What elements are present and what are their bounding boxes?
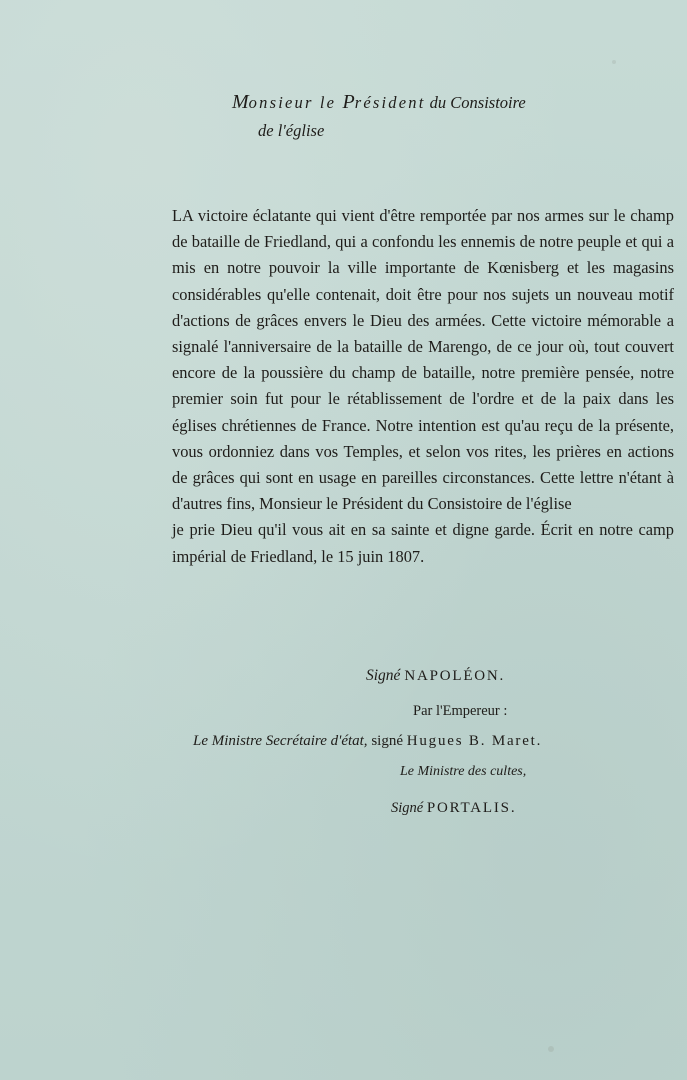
ministre-cultes-label: Le Ministre des cultes, bbox=[400, 764, 527, 779]
heading-line-2: de l'église bbox=[258, 121, 325, 140]
heading-line-1 bbox=[232, 88, 677, 117]
paper-stain bbox=[612, 60, 616, 64]
signature-portalis bbox=[391, 800, 516, 817]
portalis-name: PORTALIS. bbox=[426, 800, 517, 816]
maret-signe-label: signé bbox=[371, 733, 407, 749]
maret-name: Hugues B. Maret. bbox=[406, 733, 543, 749]
letter-body bbox=[172, 203, 674, 570]
heading-du-consistoire: du Consistoire bbox=[425, 93, 526, 112]
napoleon-name: NAPOLÉON. bbox=[404, 668, 506, 684]
signe-label: Signé bbox=[366, 667, 405, 684]
signe-label-portalis: Signé bbox=[391, 800, 427, 816]
paper-stain bbox=[548, 1046, 554, 1052]
heading-initial-m: M bbox=[232, 91, 249, 113]
document-heading bbox=[232, 88, 677, 145]
signature-napoleon bbox=[366, 667, 505, 685]
par-empereur-line: Par l'Empereur : bbox=[413, 703, 508, 719]
letter-paragraph-2: je prie Dieu qu'il vous ait en sa sainte et digne garde. Écrit en notre camp impérial de Friedland, le 15 juin 1807. bbox=[172, 520, 674, 566]
ministre-secretaire-label: Le Ministre Secrétaire d'état, bbox=[193, 733, 372, 749]
heading-initial-p: P bbox=[342, 91, 355, 113]
signature-maret bbox=[193, 733, 542, 750]
heading-monsieur-le: onsieur le bbox=[248, 93, 343, 112]
ministre-cultes-line bbox=[400, 764, 526, 780]
letter-paragraph-1: LA victoire éclatante qui vient d'être remportée par nos armes sur le champ de bataille de Friedland, qui a confondu les ennemis de notre peuple et qui a mis en notre pouvoir la ville importante de Kœnisberg et les magasins considérables qu'elle contenait, doit être pour nos sujets un nouveau motif d'actions de grâces envers le Dieu des armées. Cette victoire mémorable a signalé l'anniversaire de la bataille de Marengo, de ce jour où, tout couvert encore de la poussière du champ de bataille, notre première pensée, notre premier soin fut pour le rétablissement de l'ordre et de la paix dans les églises chrétiennes de France. Notre intention est qu'au reçu de la présente, vous ordonniez dans vos Temples, et selon vos rites, les prières en actions de grâces qui sont en usage en pareilles circonstances. Cette lettre n'étant à d'autres fins, Monsieur le Président du Consistoire de l'église bbox=[172, 206, 674, 514]
heading-president: résident bbox=[354, 93, 426, 112]
